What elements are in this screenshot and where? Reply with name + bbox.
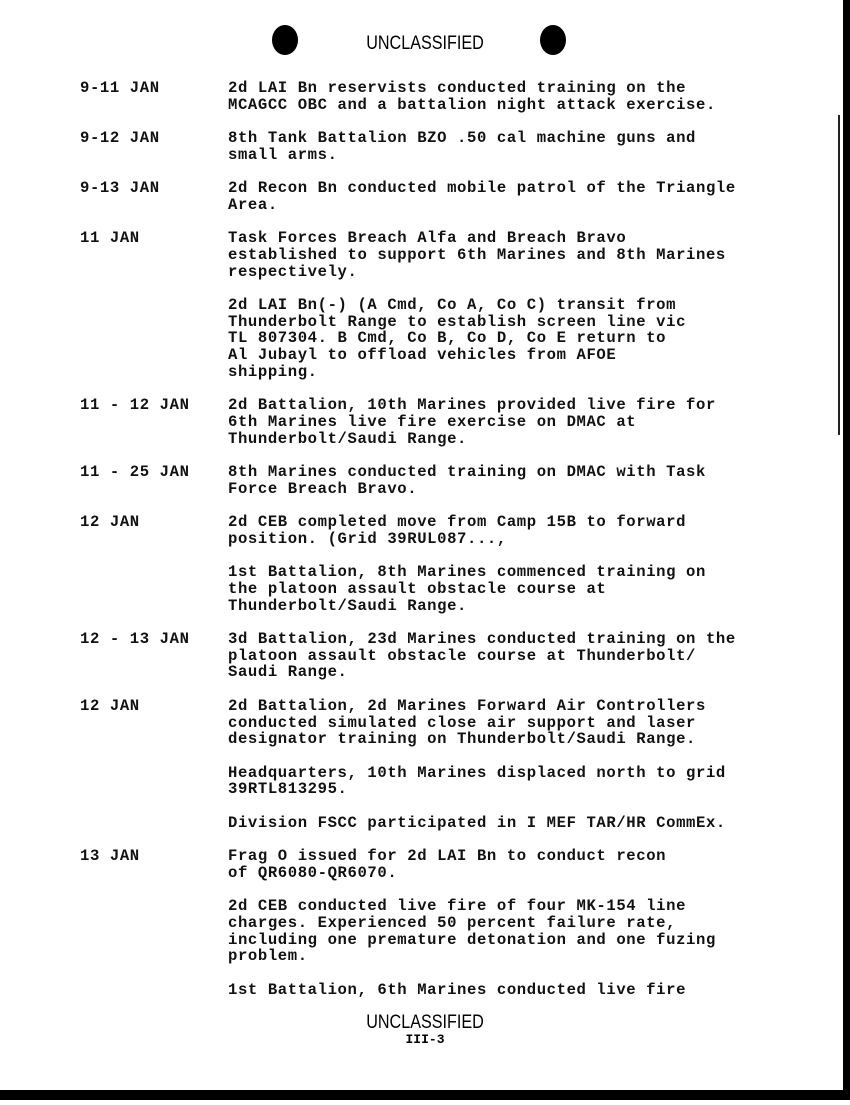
- scan-border-right: [843, 0, 850, 1100]
- punch-hole-left: [272, 25, 298, 55]
- chronology-entry: [80, 297, 820, 381]
- chronology-entry: [80, 397, 820, 447]
- chronology-entry: [80, 765, 820, 798]
- entry-text: 3d Battalion, 23d Marines conducted training on the platoon assault obstacle course at Thunderbolt/ Saudi Range.: [228, 630, 736, 682]
- entry-text: 8th Tank Battalion BZO .50 cal machine guns and small arms.: [228, 129, 697, 164]
- chronology-entry: [80, 564, 820, 614]
- entry-date: [80, 898, 228, 965]
- scan-border-bottom: [0, 1090, 850, 1100]
- entry-text: Frag O issued for 2d LAI Bn to conduct recon of QR6080-QR6070.: [228, 847, 667, 882]
- entry-text: 2d Recon Bn conducted mobile patrol of the Triangle Area.: [228, 179, 736, 214]
- chronology-entry: [80, 631, 820, 681]
- entry-date: 9-13 JAN: [80, 179, 160, 198]
- page-number: III-3: [405, 1032, 445, 1047]
- chronology-entry: [80, 698, 820, 748]
- entry-text: 2d Battalion, 10th Marines provided live fire for 6th Marines live fire exercise on DMAC at Thunderbolt/Saudi Range.: [228, 396, 716, 448]
- entry-date: 11 JAN: [80, 229, 140, 248]
- chronology-entry: [80, 464, 820, 497]
- entry-text: 2d CEB conducted live fire of four MK-154 line charges. Experienced 50 percent failure rate, including one premature detonation and one fuzing problem.: [228, 897, 716, 966]
- footer-classification: UNCLASSIFIED: [366, 1012, 484, 1033]
- entry-text: 2d Battalion, 2d Marines Forward Air Controllers conducted simulated close air support and laser designator training on Thunderbolt/Saudi Range.: [228, 696, 706, 749]
- chronology-entry: [80, 514, 820, 547]
- entry-date: 12 JAN: [80, 696, 140, 715]
- entry-date: 11 - 25 JAN: [80, 463, 190, 482]
- entry-date: [80, 982, 228, 999]
- entry-date: [80, 815, 228, 832]
- entry-text: 8th Marines conducted training on DMAC with Task Force Breach Bravo.: [228, 463, 706, 498]
- entry-text: 2d CEB completed move from Camp 15B to forward position. (Grid 39RUL087...,: [228, 513, 687, 548]
- entry-text: Task Forces Breach Alfa and Breach Bravo established to support 6th Marines and 8th Marines respectively.: [228, 229, 726, 281]
- entry-date: 9-12 JAN: [80, 129, 160, 148]
- entry-text: Headquarters, 10th Marines displaced north to grid 39RTL813295.: [228, 763, 726, 799]
- chronology-entry: [80, 130, 820, 163]
- scan-margin-line: [838, 115, 840, 435]
- chronology-entry: [80, 815, 820, 832]
- header-classification: UNCLASSIFIED: [366, 33, 484, 54]
- chronology-entry: [80, 982, 820, 999]
- entry-text: 2d LAI Bn(-) (A Cmd, Co A, Co C) transit from Thunderbolt Range to establish screen line vic TL 807304. B Cmd, Co B, Co D, Co E return to Al Jubayl to offload vehicles from AFOE shipping.: [228, 296, 687, 381]
- chronology-entry: [80, 230, 820, 280]
- chronology-entry: [80, 848, 820, 881]
- entry-date: 11 - 12 JAN: [80, 396, 190, 415]
- punch-hole-right: [540, 25, 566, 55]
- entry-date: [80, 564, 228, 614]
- entry-text: 1st Battalion, 6th Marines conducted live fire: [228, 980, 687, 999]
- chronology-entry: [80, 898, 820, 965]
- entry-text: 1st Battalion, 8th Marines commenced training on the platoon assault obstacle course at Thunderbolt/Saudi Range.: [228, 563, 706, 615]
- entry-date: 12 JAN: [80, 513, 140, 532]
- chronology-list: [80, 80, 820, 1015]
- entry-date: 12 - 13 JAN: [80, 630, 190, 649]
- entry-date: 13 JAN: [80, 847, 140, 866]
- entry-text: 2d LAI Bn reservists conducted training on the MCAGCC OBC and a battalion night attack exercise.: [228, 79, 716, 114]
- chronology-entry: [80, 80, 820, 113]
- chronology-entry: [80, 180, 820, 213]
- entry-text: Division FSCC participated in I MEF TAR/HR CommEx.: [228, 813, 726, 832]
- entry-date: 9-11 JAN: [80, 79, 160, 97]
- entry-date: [80, 297, 228, 381]
- entry-date: [80, 765, 228, 798]
